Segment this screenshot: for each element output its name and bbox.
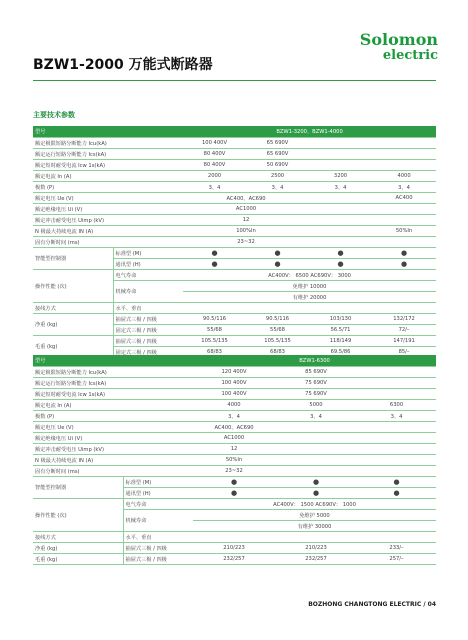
cell: 68/83 [183, 347, 246, 358]
cell: AC400V： 1500 AC690V： 1000 [193, 499, 436, 510]
brand-line-2: electric [382, 48, 438, 63]
table-row [33, 270, 436, 281]
cell: 55/68 [183, 325, 246, 336]
table-row [33, 314, 436, 325]
table-row [33, 336, 436, 347]
row-label: 净重 (kg) [33, 314, 113, 336]
row-label: 净重 (kg) [33, 543, 123, 554]
cell: 2500 [246, 171, 309, 182]
dot-mark: ● [183, 248, 246, 259]
table-row [33, 466, 436, 477]
row-label: 极数 (P) [33, 411, 193, 422]
row-label: 额定绝缘电压 Ui (V) [33, 433, 193, 444]
dot-mark: ● [246, 259, 309, 270]
cell: 80 400V [183, 149, 246, 160]
cell: 100%In [183, 226, 309, 237]
model-label: 型号 [33, 126, 183, 138]
cell: AC400 [372, 193, 436, 204]
page-footer: BOZHONG CHANGTONG ELECTRIC / 04 [308, 601, 436, 608]
cell: 100 400V [193, 389, 275, 400]
cell: 90.5/116 [246, 314, 309, 325]
cell: 257/– [357, 554, 436, 565]
cell: AC1000 [193, 433, 275, 444]
row-label: 额定电压 Ue (V) [33, 193, 183, 204]
table-row [33, 215, 436, 226]
cell: 85/– [372, 347, 436, 358]
row-label: 额定电流 In (A) [33, 171, 183, 182]
row-label: 额定运行短路分断能力 Ics(kA) [33, 149, 183, 160]
table-header-row [33, 126, 436, 138]
cell: 3、4 [309, 182, 372, 193]
table-row [33, 444, 436, 455]
sub-label: 抽屉式三极 / 四极 [123, 543, 193, 554]
sub-label: 抽屉式三极 / 四极 [113, 336, 183, 347]
table-row [33, 477, 436, 488]
cell: 免维护 10000 [183, 281, 436, 292]
cell: 75 690V [275, 389, 357, 400]
cell: 23~32 [193, 466, 275, 477]
cell: 2000 [183, 171, 246, 182]
cell: 232/257 [193, 554, 275, 565]
cell: AC400、AC690 [183, 193, 309, 204]
cell: 210/223 [193, 543, 275, 554]
table-row [33, 160, 436, 171]
sub-label: 机械寿命 [113, 281, 183, 303]
table-row [33, 171, 436, 182]
dot-mark: ● [372, 259, 436, 270]
model-label: 型号 [33, 355, 193, 367]
cell: 50 690V [246, 160, 309, 171]
row-label: 额定短时耐受电流 Icw 1s(kA) [33, 389, 193, 400]
sub-label: 机械寿命 [123, 510, 193, 532]
row-label: 极数 (P) [33, 182, 183, 193]
cell: 4000 [193, 400, 275, 411]
sub-label: 标准型 (M) [123, 477, 193, 488]
cell: 120 400V [193, 367, 275, 378]
row-label: 额定冲击耐受电压 Uimp (kV) [33, 215, 183, 226]
row-label: 固有分断时间 (ms) [33, 237, 183, 248]
cell: 3、4 [357, 411, 436, 422]
table-row [33, 433, 436, 444]
cell: 免维护 5000 [193, 510, 436, 521]
row-label: 智能型控制器 [33, 477, 123, 499]
cell: 3、4 [183, 182, 246, 193]
row-label: 额定冲击耐受电压 Uimp (kV) [33, 444, 193, 455]
row-label: 接线方式 [33, 303, 113, 314]
row-label: 额定电流 In (A) [33, 400, 193, 411]
cell: 55/68 [246, 325, 309, 336]
table-row [33, 138, 436, 149]
table-row [33, 149, 436, 160]
cell: 12 [193, 444, 275, 455]
row-label: 额定极限短路分断能力 Icu(kA) [33, 367, 193, 378]
sub-label: 标准型 (M) [113, 248, 183, 259]
sub-label: 电气寿命 [123, 499, 193, 510]
spec-table-6300 [33, 355, 436, 565]
sub-label: 电气寿命 [113, 270, 183, 281]
dot-mark: ● [309, 248, 372, 259]
cell: 100 400V [183, 138, 246, 149]
sub-label: 通讯型 (H) [113, 259, 183, 270]
table-row [33, 248, 436, 259]
cell: 85 690V [275, 367, 357, 378]
cell: 100 400V [193, 378, 275, 389]
row-label: 固有分断时间 (ms) [33, 466, 193, 477]
row-label: 操作性能 (次) [33, 270, 113, 303]
sub-label: 通讯型 (H) [123, 488, 193, 499]
cell: 65 690V [246, 149, 309, 160]
cell: AC1000 [183, 204, 309, 215]
dot-mark: ● [193, 477, 275, 488]
cell: 68/83 [246, 347, 309, 358]
model-value: BZW1-3200、BZW1-4000 [183, 126, 436, 138]
page-title: BZW1-2000 万能式断路器 [33, 57, 213, 73]
cell: 105.5/135 [183, 336, 246, 347]
cell: 6300 [357, 400, 436, 411]
sub-label: 抽屉式三极 / 四极 [123, 554, 193, 565]
dot-mark: ● [275, 477, 357, 488]
brand-logo [360, 31, 438, 63]
title-rule [33, 80, 436, 81]
cell: 65 690V [246, 138, 309, 149]
row-label: 毛重 (kg) [33, 336, 113, 358]
brand-line-1: Solomon [359, 30, 438, 49]
cell: 56.5/71 [309, 325, 372, 336]
row-label: 额定电压 Ue (V) [33, 422, 193, 433]
cell: 210/223 [275, 543, 357, 554]
cell: 233/– [357, 543, 436, 554]
row-label: 额定绝缘电压 Ui (V) [33, 204, 183, 215]
spec-table-3200-4000 [33, 126, 436, 358]
cell: 147/191 [372, 336, 436, 347]
dot-mark: ● [309, 259, 372, 270]
row-label: 额定极限短路分断能力 Icu(kA) [33, 138, 183, 149]
cell: 132/172 [372, 314, 436, 325]
cell: 50%In [193, 455, 275, 466]
model-value: BZW1-6300 [193, 355, 436, 367]
row-label: 接线方式 [33, 532, 123, 543]
table-row [33, 532, 436, 543]
cell: 4000 [372, 171, 436, 182]
sub-label: 固定式三极 / 四极 [113, 325, 183, 336]
cell: 有维护 20000 [183, 292, 436, 303]
cell: 103/130 [309, 314, 372, 325]
cell: 有维护 30000 [193, 521, 436, 532]
cell: 105.5/135 [246, 336, 309, 347]
dot-mark: ● [275, 488, 357, 499]
dot-mark: ● [357, 488, 436, 499]
table-row [33, 182, 436, 193]
table-row [33, 204, 436, 215]
sub-label: 抽屉式三极 / 四极 [113, 314, 183, 325]
dot-mark: ● [246, 248, 309, 259]
cell: 90.5/116 [183, 314, 246, 325]
cell: 72/– [372, 325, 436, 336]
cell: AC400、AC690 [193, 422, 275, 433]
table-row [33, 226, 436, 237]
cell: 水平、垂直 [113, 303, 436, 314]
table-row [33, 389, 436, 400]
dot-mark: ● [372, 248, 436, 259]
row-label: 额定运行短路分断能力 Ics(kA) [33, 378, 193, 389]
row-label: 毛重 (kg) [33, 554, 123, 565]
table-row [33, 378, 436, 389]
table-row [33, 193, 436, 204]
row-label: 额定短时耐受电流 Icw 1s(kA) [33, 160, 183, 171]
sub-label: 固定式三极 / 四极 [113, 347, 183, 358]
table-row [33, 543, 436, 554]
table-row [33, 499, 436, 510]
row-label: N 极最大持续电流 IN (A) [33, 226, 183, 237]
cell: AC400V： 6500 AC690V： 3000 [183, 270, 436, 281]
table-row [33, 400, 436, 411]
cell: 80 400V [183, 160, 246, 171]
cell: 75 690V [275, 378, 357, 389]
dot-mark: ● [193, 488, 275, 499]
cell: 118/149 [309, 336, 372, 347]
table-row [33, 455, 436, 466]
cell: 水平、垂直 [123, 532, 436, 543]
row-label: N 极最大持续电流 IN (A) [33, 455, 193, 466]
cell: 23~32 [183, 237, 309, 248]
dot-mark: ● [183, 259, 246, 270]
section-subtitle: 主要技术参数 [33, 111, 75, 119]
row-label: 智能型控制器 [33, 248, 113, 270]
cell: 3200 [309, 171, 372, 182]
cell: 3、4 [193, 411, 275, 422]
cell: 5000 [275, 400, 357, 411]
cell: 3、4 [372, 182, 436, 193]
cell: 3、4 [246, 182, 309, 193]
table-row [33, 554, 436, 565]
row-label: 操作性能 (次) [33, 499, 123, 532]
cell: 50%In [372, 226, 436, 237]
cell: 12 [183, 215, 309, 226]
table-row [33, 303, 436, 314]
cell: 69.5/86 [309, 347, 372, 358]
cell: 232/257 [275, 554, 357, 565]
table-row [33, 411, 436, 422]
dot-mark: ● [357, 477, 436, 488]
table-header-row [33, 355, 436, 367]
cell: 3、4 [275, 411, 357, 422]
table-row [33, 237, 436, 248]
table-row [33, 422, 436, 433]
table-row [33, 367, 436, 378]
